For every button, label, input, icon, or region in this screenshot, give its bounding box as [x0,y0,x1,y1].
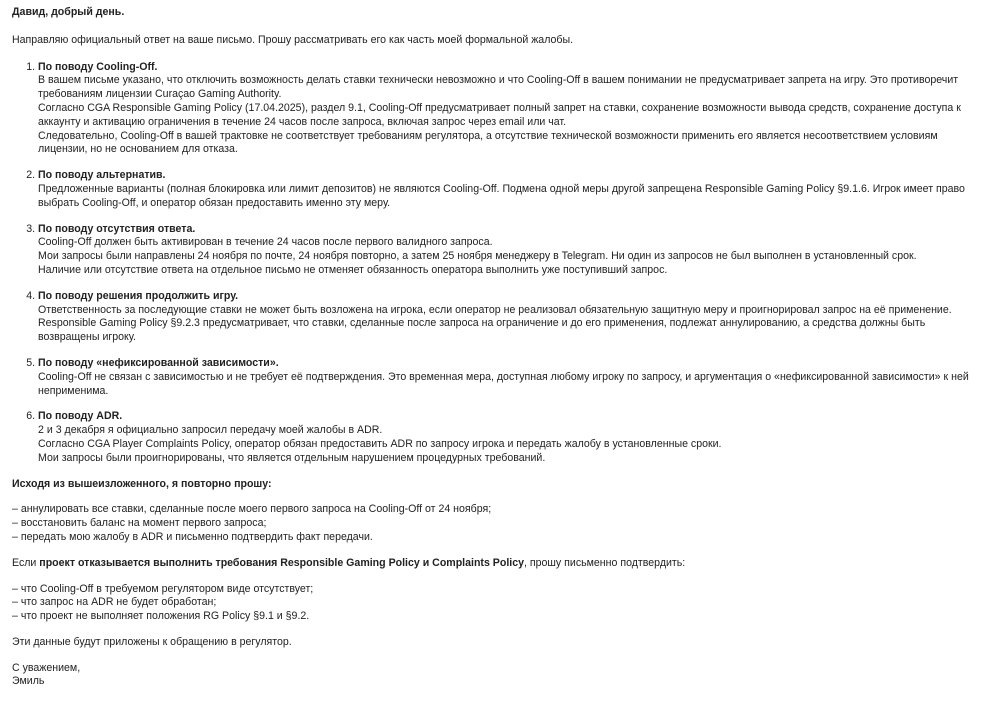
request-heading: Исходя из вышеизложенного, я повторно прошу: [12,477,272,490]
attachment-note: Эти данные будут приложены к обращению в регулятор. [12,635,292,648]
closing-block [12,662,983,690]
signature: Эмиль [12,675,45,688]
point-body [38,183,983,211]
point-line: Мои запросы были проигнорированы, что является отдельным нарушением процедурных требований. [38,451,546,464]
point-line: Согласно CGA Player Complaints Policy, оператор обязан предоставить ADR по запросу игрока и передать жалобу в установленные сроки. [38,437,722,450]
point-line: Предложенные варианты (полная блокировка или лимит депозитов) не являются Cooling-Off. Подмена одной меры другой запрещена Responsible Gaming Policy §9.1.6. Игрок имеет право выбрать Cooling-Off, и оператор обязан предоставить именно эту меру. [38,182,965,209]
point-body [38,304,983,345]
point-line: В вашем письме указано, что отключить возможность делать ставки технически невозможно и что Cooling-Off в вашем понимании не предусматривает запрета на игру. Это противоречит требованиям лицензии Curaçao Gaming Authority. [38,74,959,101]
request-list [12,503,983,544]
list-item [38,169,983,210]
point-title: 5. По поводу «нефиксированной зависимости». [38,356,279,369]
intro-paragraph: Направляю официальный ответ на ваше письмо. Прошу рассматривать его как часть моей формальной жалобы. [12,33,574,46]
conditional-bold: проект отказывается выполнить требования Responsible Gaming Policy и Complaints Policy [39,556,525,569]
point-line: Cooling-Off не связан с зависимостью и не требует её подтверждения. Это временная мера, доступная любому игроку по запросу, и аргументация о «нефиксированной зависимости» к ней неприменима. [38,370,969,397]
point-line: Мои запросы были направлены 24 ноября по почте, 24 ноября повторно, а затем 25 ноября менеджеру в Telegram. Ни один из запросов не был выполнен в установленный срок. [38,250,917,263]
point-title: 3. По поводу отсутствия ответа. [38,222,196,235]
confirmation-list [12,583,983,624]
point-title: 4. По поводу решения продолжить игру. [38,289,239,302]
points-list [12,61,983,466]
conditional-paragraph [12,557,983,571]
conditional-prefix: Если [12,556,40,569]
point-line: Наличие или отсутствие ответа на отдельное письмо не отменяет обязанность оператора выполнить уже поступивший запрос. [38,263,668,276]
point-line: Следовательно, Cooling-Off в вашей трактовке не соответствует требованиям регулятора, а отсутствие технической возможности применить его является несоответствием условиям лицензии, но не основанием для отказа. [38,129,938,156]
request-item: – аннулировать все ставки, сделанные после моего первого запроса на Cooling-Off от 24 ноября; [12,503,492,516]
confirmation-item: – что Cooling-Off в требуемом регулятором виде отсутствует; [12,582,314,595]
list-item [38,223,983,278]
greeting: Давид, добрый день. [12,6,125,18]
point-line: Ответственность за последующие ставки не может быть возложена на игрока, если оператор не реализовал обязательную защитную меру и проигнорировал запрос на её применение. [38,303,952,316]
list-item [38,357,983,398]
request-item: – передать мою жалобу в ADR и письменно подтвердить факт передачи. [12,530,373,543]
list-item [38,410,983,465]
point-body [38,74,983,157]
point-line: 2 и 3 декабря я официально запросил передачу моей жалобы в ADR. [38,424,383,437]
point-line: Согласно CGA Responsible Gaming Policy (17.04.2025), раздел 9.1, Cooling-Off предусматривает полный запрет на ставки, сохранение возможности вывода средств, сохранение доступа к аккаунту и активацию ограничения в течение 24 часов после запроса, включая запрос через email или чат. [38,101,961,128]
confirmation-item: – что запрос на ADR не будет обработан; [12,596,217,609]
point-line: Cooling-Off должен быть активирован в течение 24 часов после первого валидного запроса. [38,236,493,249]
list-item [38,290,983,345]
point-line: Responsible Gaming Policy §9.2.3 предусматривает, что ставки, сделанные после запроса на ограничение и до его применения, подлежат аннулированию, а средства должны быть возвращены игроку. [38,317,926,344]
request-item: – восстановить баланс на момент первого запроса; [12,517,267,530]
confirmation-item: – что проект не выполняет положения RG Policy §9.1 и §9.2. [12,610,310,623]
point-body [38,236,983,277]
point-title: 1. По поводу Cooling-Off. [38,60,158,73]
point-body [38,424,983,465]
list-item [38,61,983,158]
point-title: 2. По поводу альтернатив. [38,169,166,182]
point-body [38,371,983,399]
point-title: 6. По поводу ADR. [38,410,123,423]
closing-phrase: С уважением, [12,661,81,674]
conditional-suffix: , прошу письменно подтвердить: [524,556,686,569]
